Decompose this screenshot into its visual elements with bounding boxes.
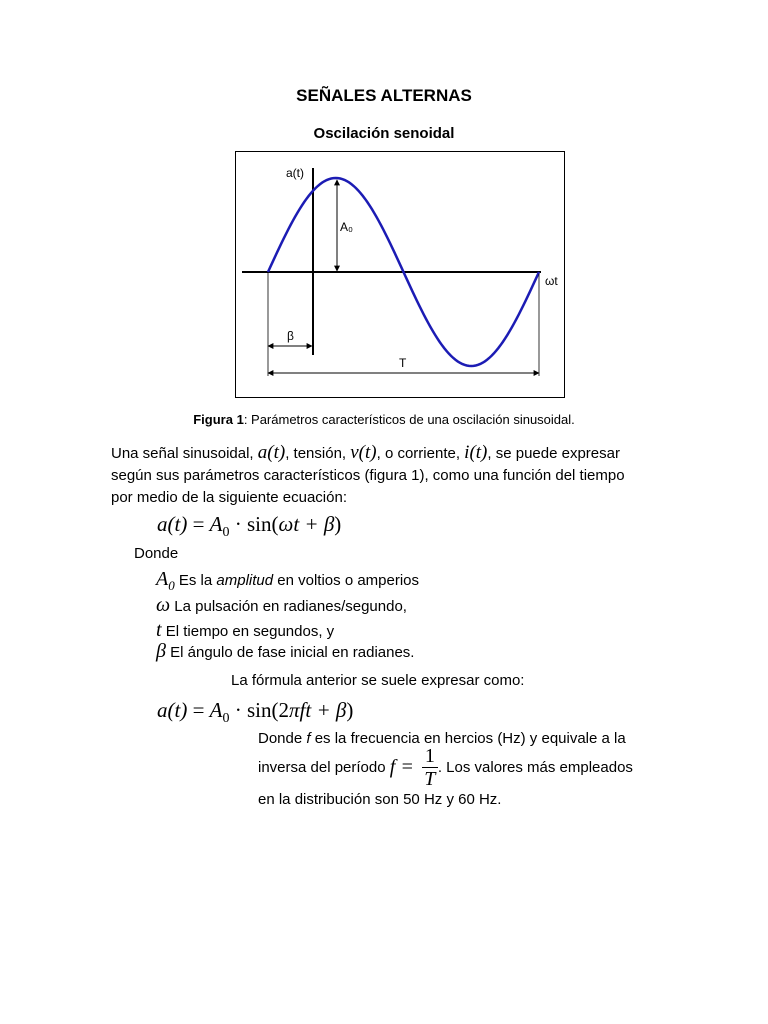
def-omega-text: La pulsación en radianes/segundo,	[170, 598, 407, 615]
eq2-sin: · sin(2	[229, 698, 289, 722]
frac-den: T	[424, 768, 436, 790]
eq2-pi: π	[289, 698, 300, 722]
def-a-pre: Es la	[174, 572, 217, 589]
eq2-arg: ft + β	[299, 698, 347, 722]
section-subtitle: Oscilación senoidal	[313, 125, 455, 142]
eq2-lhs: a(t)	[157, 698, 188, 722]
definition-beta	[156, 640, 414, 663]
freq-line-2	[258, 745, 633, 790]
figure-caption	[0, 412, 768, 427]
freq-b: es la frecuencia en hercios (Hz) y equivale a la	[310, 730, 626, 747]
freq-d: . Los valores más empleados	[437, 759, 633, 776]
intro-line-1	[111, 442, 658, 465]
definition-amplitude	[156, 568, 419, 594]
freq-c: inversa del período	[258, 759, 386, 776]
symbol-omega: ω	[156, 594, 171, 616]
symbol-t: t	[156, 619, 162, 641]
def-beta-text: El ángulo de fase inicial en radianes.	[165, 644, 415, 661]
eq2-equals: =	[187, 698, 210, 722]
intro-text-c: , o corriente,	[376, 445, 465, 462]
eq2-amp: A	[209, 698, 223, 722]
intro-text-a: Una señal sinusoidal,	[111, 445, 258, 462]
y-axis-label: a(t)	[286, 166, 304, 180]
caption-text: : Parámetros característicos de una oscilación sinusoidal.	[243, 412, 575, 427]
symbol-beta: β	[156, 640, 166, 662]
frac-lhs: f =	[389, 756, 414, 778]
eq2-amp-sub: 0	[222, 711, 230, 727]
frac-num: 1	[422, 745, 438, 768]
eq1-lhs: a(t)	[157, 512, 188, 536]
period-label: T	[399, 356, 407, 370]
page-title: SEÑALES ALTERNAS	[296, 86, 472, 105]
intro-line-3: por medio de la siguiente ecuación:	[111, 489, 347, 506]
x-axis-label: ωt	[545, 274, 558, 288]
intro-line-2: según sus parámetros característicos (figura 1), como una función del tiempo	[111, 467, 625, 484]
eq1-sin: · sin(	[229, 512, 279, 536]
def-a-em: amplitud	[216, 572, 274, 589]
formula-intro: La fórmula anterior se suele expresar como:	[231, 672, 525, 689]
intro-paragraph	[111, 442, 658, 509]
def-t-text: El tiempo en segundos, y	[161, 623, 335, 640]
math-v-t: v(t)	[350, 442, 377, 463]
intro-text-b: , tensión,	[285, 445, 351, 462]
math-i-t: i(t)	[464, 442, 488, 463]
symbol-a0: $A_0$	[156, 568, 175, 593]
phase-label: β	[287, 329, 294, 343]
donde-label: Donde	[134, 545, 179, 562]
caption-label: Figura 1	[193, 412, 244, 427]
sine-diagram	[236, 152, 566, 399]
freq-f: f	[306, 730, 311, 747]
freq-line-3: en la distribución son 50 Hz y 60 Hz.	[258, 791, 502, 808]
eq1-equals: =	[187, 512, 210, 536]
eq1-arg: ωt + β	[278, 512, 335, 536]
eq1-close: )	[334, 512, 342, 536]
equation-1	[157, 512, 341, 541]
eq1-amp-sub: 0	[222, 525, 230, 541]
fraction-f-equals-1-over-t	[390, 745, 438, 790]
definition-time	[156, 619, 334, 642]
math-a-t: a(t)	[257, 442, 286, 463]
freq-a: Donde	[258, 730, 307, 747]
figure-sine-wave	[235, 151, 565, 398]
def-a-post: en voltios o amperios	[273, 572, 420, 589]
equation-2	[157, 698, 353, 727]
eq1-amp: A	[209, 512, 223, 536]
amplitude-label: A₀	[340, 220, 353, 234]
eq2-close: )	[346, 698, 354, 722]
intro-text-d: , se puede expresar	[487, 445, 620, 462]
definition-omega	[156, 594, 407, 617]
